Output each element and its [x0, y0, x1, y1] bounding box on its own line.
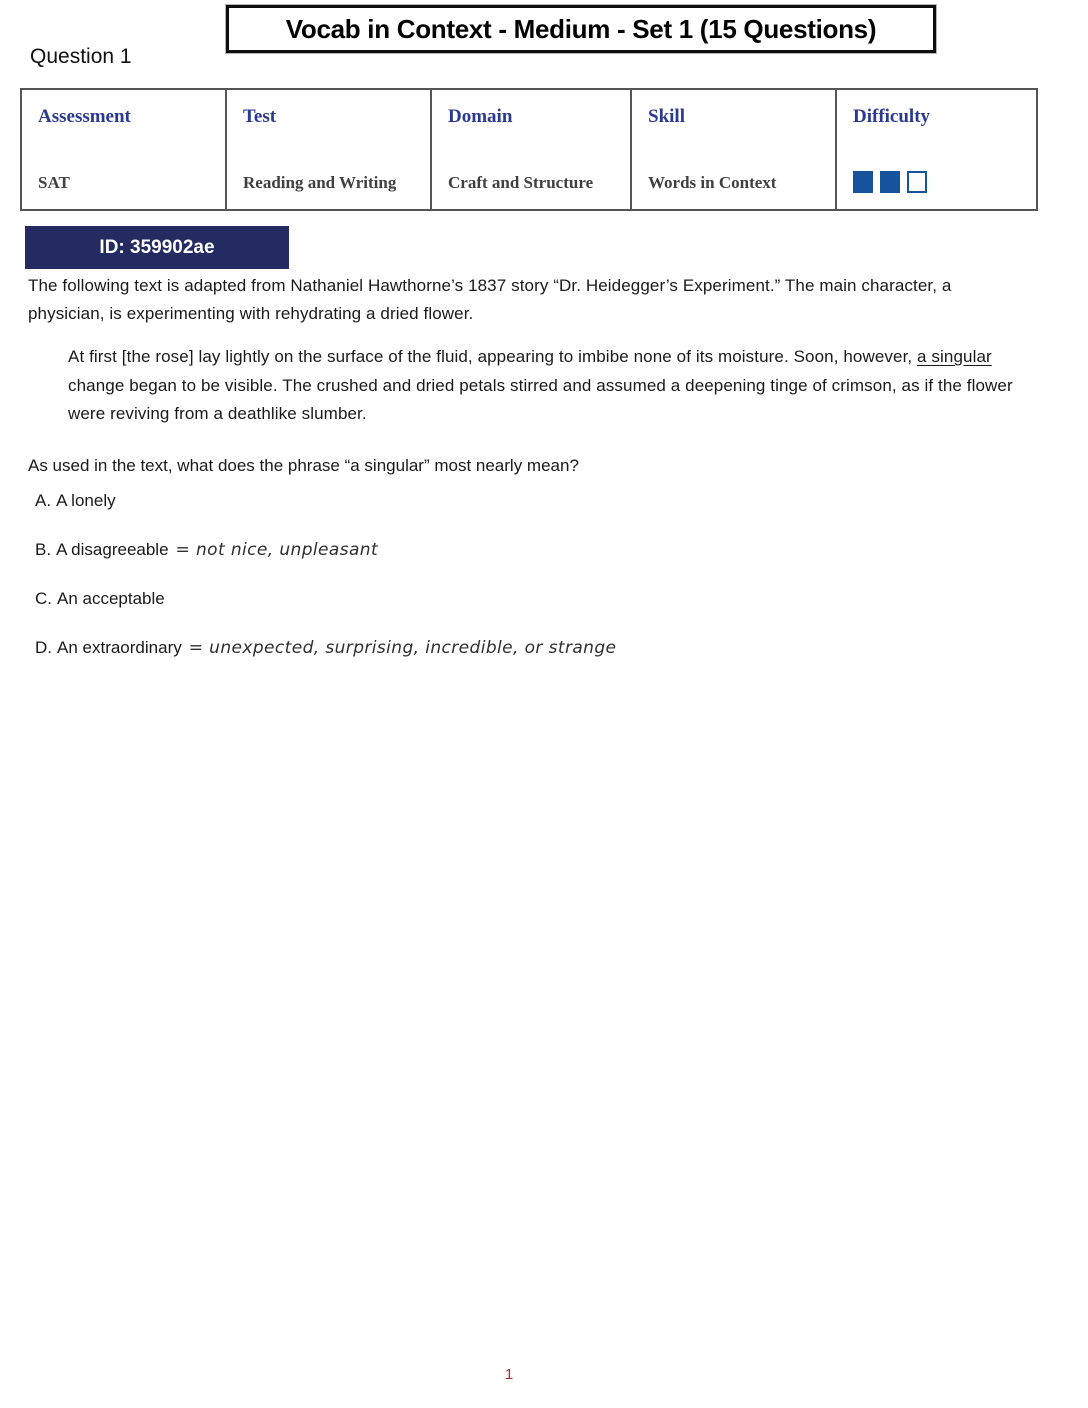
meta-header-difficulty: Difficulty	[853, 106, 931, 127]
meta-header-domain: Domain	[448, 106, 513, 127]
meta-table	[20, 88, 1038, 211]
meta-value-skill: Words in Context	[648, 173, 777, 192]
page-number: 1	[504, 1366, 514, 1383]
passage-text-before: At first [the rose] lay lightly on the surface of the fluid, appearing to imbibe none of its moisture. Soon, however,	[68, 347, 918, 366]
choice-row-d	[35, 638, 1035, 687]
choice-row-b	[35, 540, 1035, 589]
choice-letter-a: A.	[35, 491, 52, 510]
meta-value-assessment: SAT	[38, 173, 70, 192]
answer-choices	[35, 491, 1035, 687]
meta-header-assessment: Assessment	[38, 106, 131, 127]
choice-text-c: An acceptable	[57, 589, 165, 608]
meta-value-domain: Craft and Structure	[448, 173, 594, 192]
question-label: Question 1	[30, 45, 132, 68]
difficulty-filled-square	[880, 171, 900, 193]
page-title-box	[226, 5, 936, 53]
question-text: As used in the text, what does the phrase “a singular” most nearly mean?	[28, 456, 579, 475]
underlined-phrase: a singular	[917, 347, 992, 366]
passage-body	[68, 343, 1034, 429]
choice-letter-c: C.	[35, 589, 52, 608]
meta-cell-domain	[432, 90, 632, 209]
meta-cell-skill	[632, 90, 837, 209]
passage-text-after: change began to be visible. The crushed and dried petals stirred and assumed a deepening tinge of crimson, as if the flower were reviving from a deathlike slumber.	[68, 375, 1013, 423]
meta-cell-difficulty	[837, 90, 1034, 209]
meta-header-test: Test	[243, 106, 277, 127]
difficulty-squares	[853, 171, 1022, 193]
choice-letter-b: B.	[35, 540, 52, 559]
page-title: Vocab in Context - Medium - Set 1 (15 Questions)	[285, 13, 877, 44]
difficulty-empty-square	[907, 171, 927, 193]
meta-cell-test	[227, 90, 432, 209]
choice-note-d: = unexpected, surprising, incredible, or strange	[188, 638, 617, 658]
meta-cell-assessment	[22, 90, 227, 209]
passage-intro: The following text is adapted from Nathaniel Hawthorne’s 1837 story “Dr. Heidegger’s Experiment.” The main character, a physician, is experimenting with rehydrating a dried flower.	[28, 276, 952, 323]
choice-text-d: An extraordinary	[57, 638, 182, 657]
choice-text-b: A disagreeable	[56, 540, 169, 559]
meta-value-test: Reading and Writing	[243, 173, 397, 192]
choice-row-a	[35, 491, 1035, 540]
choice-letter-d: D.	[35, 638, 52, 657]
choice-row-c	[35, 589, 1035, 638]
question-id-badge: ID: 359902ae	[25, 226, 289, 269]
choice-note-b: = not nice, unpleasant	[175, 540, 379, 560]
choice-text-a: A lonely	[56, 491, 116, 510]
meta-header-skill: Skill	[648, 106, 685, 127]
difficulty-filled-square	[853, 171, 873, 193]
